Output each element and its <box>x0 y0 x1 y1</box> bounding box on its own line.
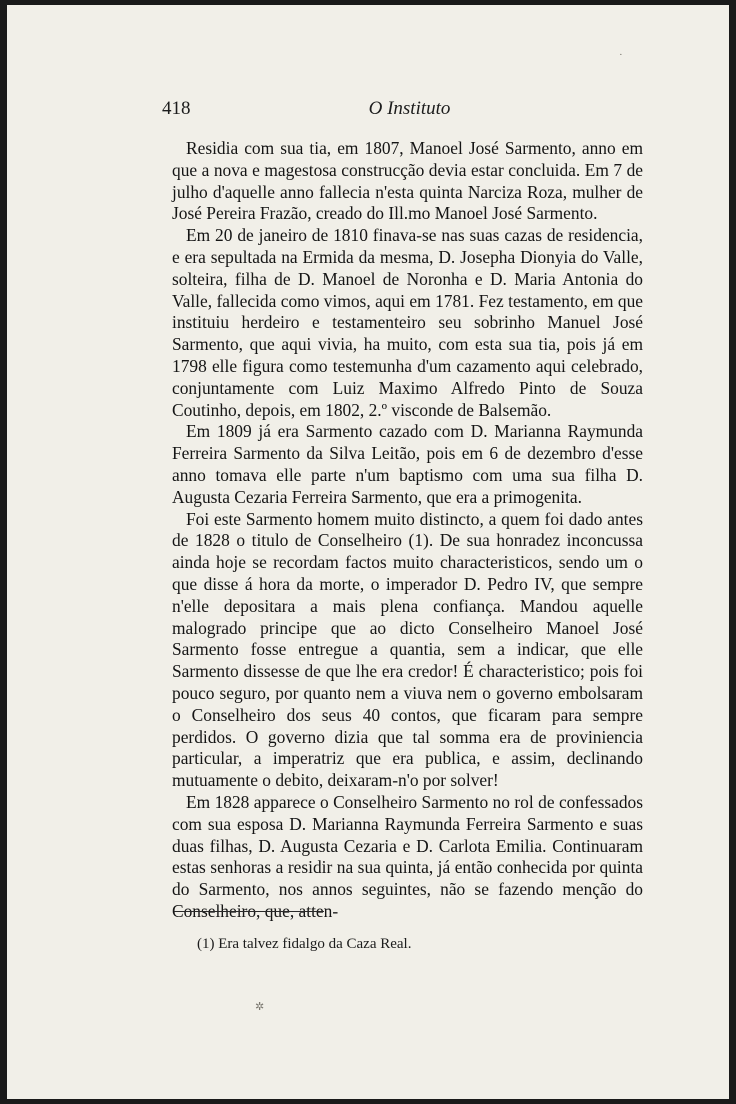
page-header <box>162 98 657 124</box>
book-page <box>7 5 729 1099</box>
paper-speck: · <box>619 49 623 61</box>
body-text <box>172 138 643 923</box>
paragraph: Em 1809 já era Sarmento cazado com D. Marianna Raymunda Ferreira Sarmento da Silva Leitão, pois em 6 de dezembro d'esse anno tomava elle parte n'um baptismo com uma sua filha D. Augusta Cezaria Ferreira Sarmento, que era a primogenita. <box>172 421 643 507</box>
footnote-rule <box>174 911 324 912</box>
running-title: O Instituto <box>368 98 451 119</box>
page-number: 418 <box>162 98 191 119</box>
paragraph: Residia com sua tia, em 1807, Manoel José Sarmento, anno em que a nova e magestosa construcção devia estar concluida. Em 7 de julho d'aquelle anno fallecia n'esta quinta Narciza Roza, mulher de José Pereira Frazão, creado do Ill.mo Manoel José Sarmento. <box>172 138 643 224</box>
paper-speck: ✲ <box>255 1001 265 1013</box>
paragraph: Em 20 de janeiro de 1810 finava-se nas suas cazas de residencia, e era sepultada na Ermida da mesma, D. Josepha Dionyia do Valle, solteira, filha de D. Manoel de Noronha e D. Maria Antonia do Valle, fallecida como vimos, aqui em 1781. Fez testamento, em que instituiu herdeiro e testamenteiro seu sobrinho Manuel José Sarmento, que aqui vivia, ha muito, com esta sua tia, pois já em 1798 elle figura como testemunha d'um cazamento aqui celebrado, conjuntamente com Luiz Maximo Alfredo Pinto de Souza Coutinho, depois, em 1802, 2.º visconde de Balsemão. <box>172 225 643 420</box>
paragraph: Foi este Sarmento homem muito distincto, a quem foi dado antes de 1828 o titulo de Conselheiro (1). De sua honradez inconcussa ainda hoje se recordam factos muito characteristicos, sendo um o que disse á hora da morte, o imperador D. Pedro IV, que sempre n'elle depositara a mais plena confiança. Mandou aquelle malogrado principe que ao dicto Conselheiro Manoel José Sarmento fosse entregue a quantia, sem a indicar, que elle Sarmento dissesse de que lhe era credor! É characteristico; pois foi pouco seguro, por quanto nem a viuva nem o governo embolsaram o Conselheiro dos seus 40 contos, que ficaram para sempre perdidos. O governo dizia que tal somma era de proviniencia particular, a imperatriz que era publica, e assim, declinando mutuamente o debito, deixaram-n'o por solver! <box>172 508 643 791</box>
paragraph: Em 1828 apparece o Conselheiro Sarmento no rol de confessados com sua esposa D. Marianna Raymunda Ferreira Sarmento e suas duas filhas, D. Augusta Cezaria e D. Carlota Emilia. Continuaram estas senhoras a residir na sua quinta, já então conhecida por quinta do Sarmento, nos annos seguintes, não se fazendo menção do Conselheiro, que, atten- <box>172 791 643 921</box>
footnote: (1) Era talvez fidalgo da Caza Real. <box>197 936 412 952</box>
